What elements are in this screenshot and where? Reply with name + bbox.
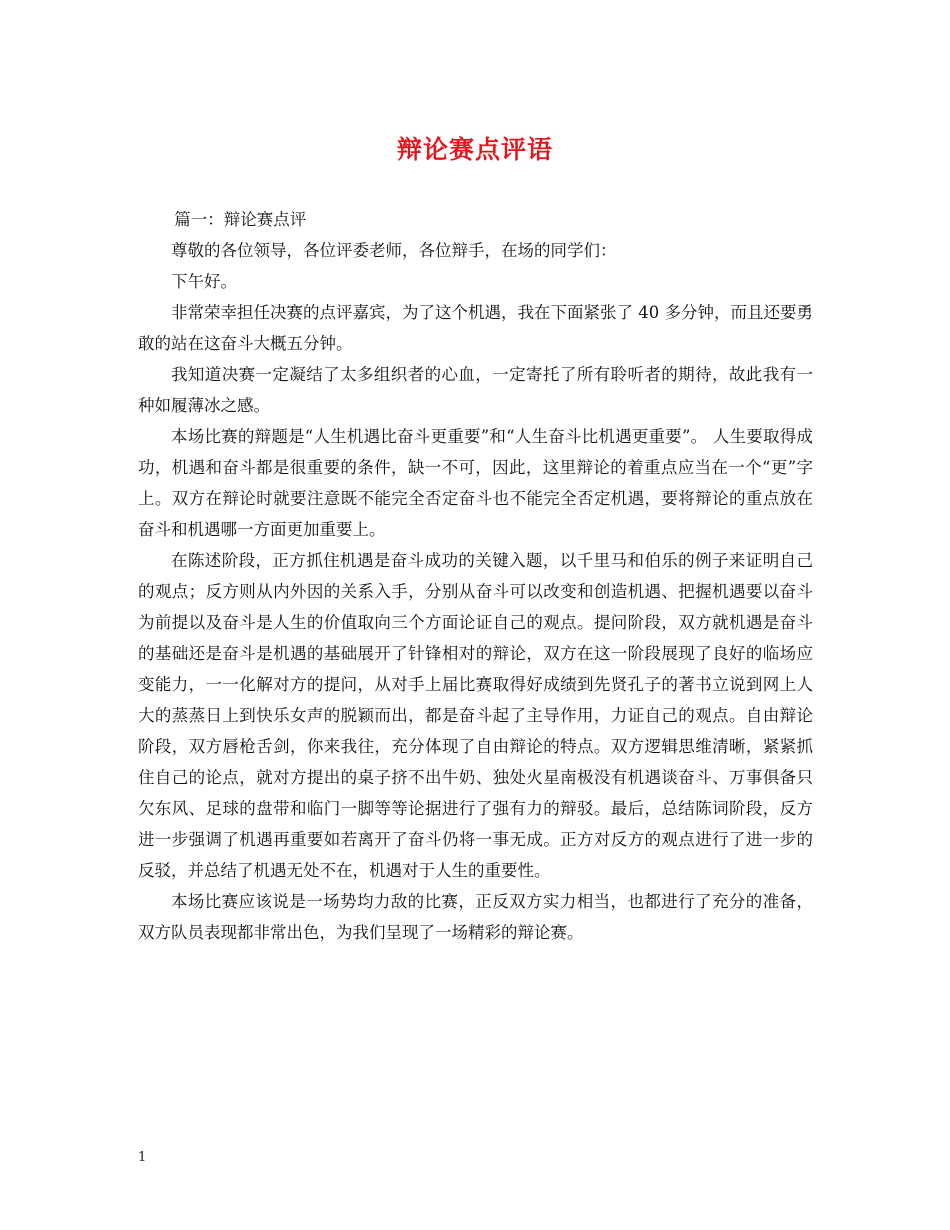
- page-number: 1: [138, 1150, 147, 1165]
- paragraph-expectation: 我知道决赛一定凝结了太多组织者的心血，一定寄托了所有聆听者的期待，故此我有一种如履薄冰之感。: [138, 365, 813, 415]
- paragraph-stages: 在陈述阶段，正方抓住机遇是奋斗成功的关键入题，以千里马和伯乐的例子来证明自己的观点；反方则从内外因的关系入手，分别从奋斗可以改变和创造机遇、把握机遇要以奋斗为前提以及奋斗是人生的价值取向三个方面论证自己的观点。提问阶段，双方就机遇是奋斗的基础还是奋斗是机遇的基础展开了针锋相对的辩论，双方在这一阶段展现了良好的临场应变能力，一一化解对方的提问，从对手上届比赛取得好成绩到先贤孔子的著书立说到网上人大的蒸蒸日上到快乐女声的脱颖而出，都是奋斗起了主导作用，力证自己的观点。自由辩论阶段，双方唇枪舌剑，你来我往，充分体现了自由辩论的特点。双方逻辑思维清晰，紧紧抓住自己的论点，就对方提出的桌子挤不出牛奶、独处火星南极没有机遇谈奋斗、万事俱备只欠东风、足球的盘带和临门一脚等等论据进行了强有力的辩驳。最后，总结陈词阶段，反方进一步强调了机遇再重要如若离开了奋斗仍将一事无成。正方对反方的观点进行了进一步的反驳，并总结了机遇无处不在，机遇对于人生的重要性。: [138, 551, 813, 880]
- paragraph-greeting: 下午好。: [171, 272, 237, 291]
- document-body: [138, 204, 813, 948]
- paragraph-topic: 本场比赛的辩题是“人生机遇比奋斗更重要”和“人生奋斗比机遇更重要”。 人生要取得成功，机遇和奋斗都是很重要的条件，缺一不可，因此，这里辩论的着重点应当在一个“更”字上。双方在辩论时就要注意既不能完全否定奋斗也不能完全否定机遇，要将辩论的重点放在奋斗和机遇哪一方面更加重要上。: [138, 427, 813, 539]
- document-title: 辩论赛点评语: [396, 135, 553, 164]
- paragraph-honor: 非常荣幸担任决赛的点评嘉宾，为了这个机遇，我在下面紧张了 40 多分钟，而且还要勇敢的站在这奋斗大概五分钟。: [138, 303, 813, 353]
- section-heading: 篇一：辩论赛点评: [174, 210, 307, 229]
- paragraph-conclusion: 本场比赛应该说是一场势均力敌的比赛，正反双方实力相当，也都进行了充分的准备，双方队员表现都非常出色，为我们呈现了一场精彩的辩论赛。: [138, 892, 813, 942]
- paragraph-salutation: 尊敬的各位领导，各位评委老师，各位辩手，在场的同学们：: [171, 241, 617, 260]
